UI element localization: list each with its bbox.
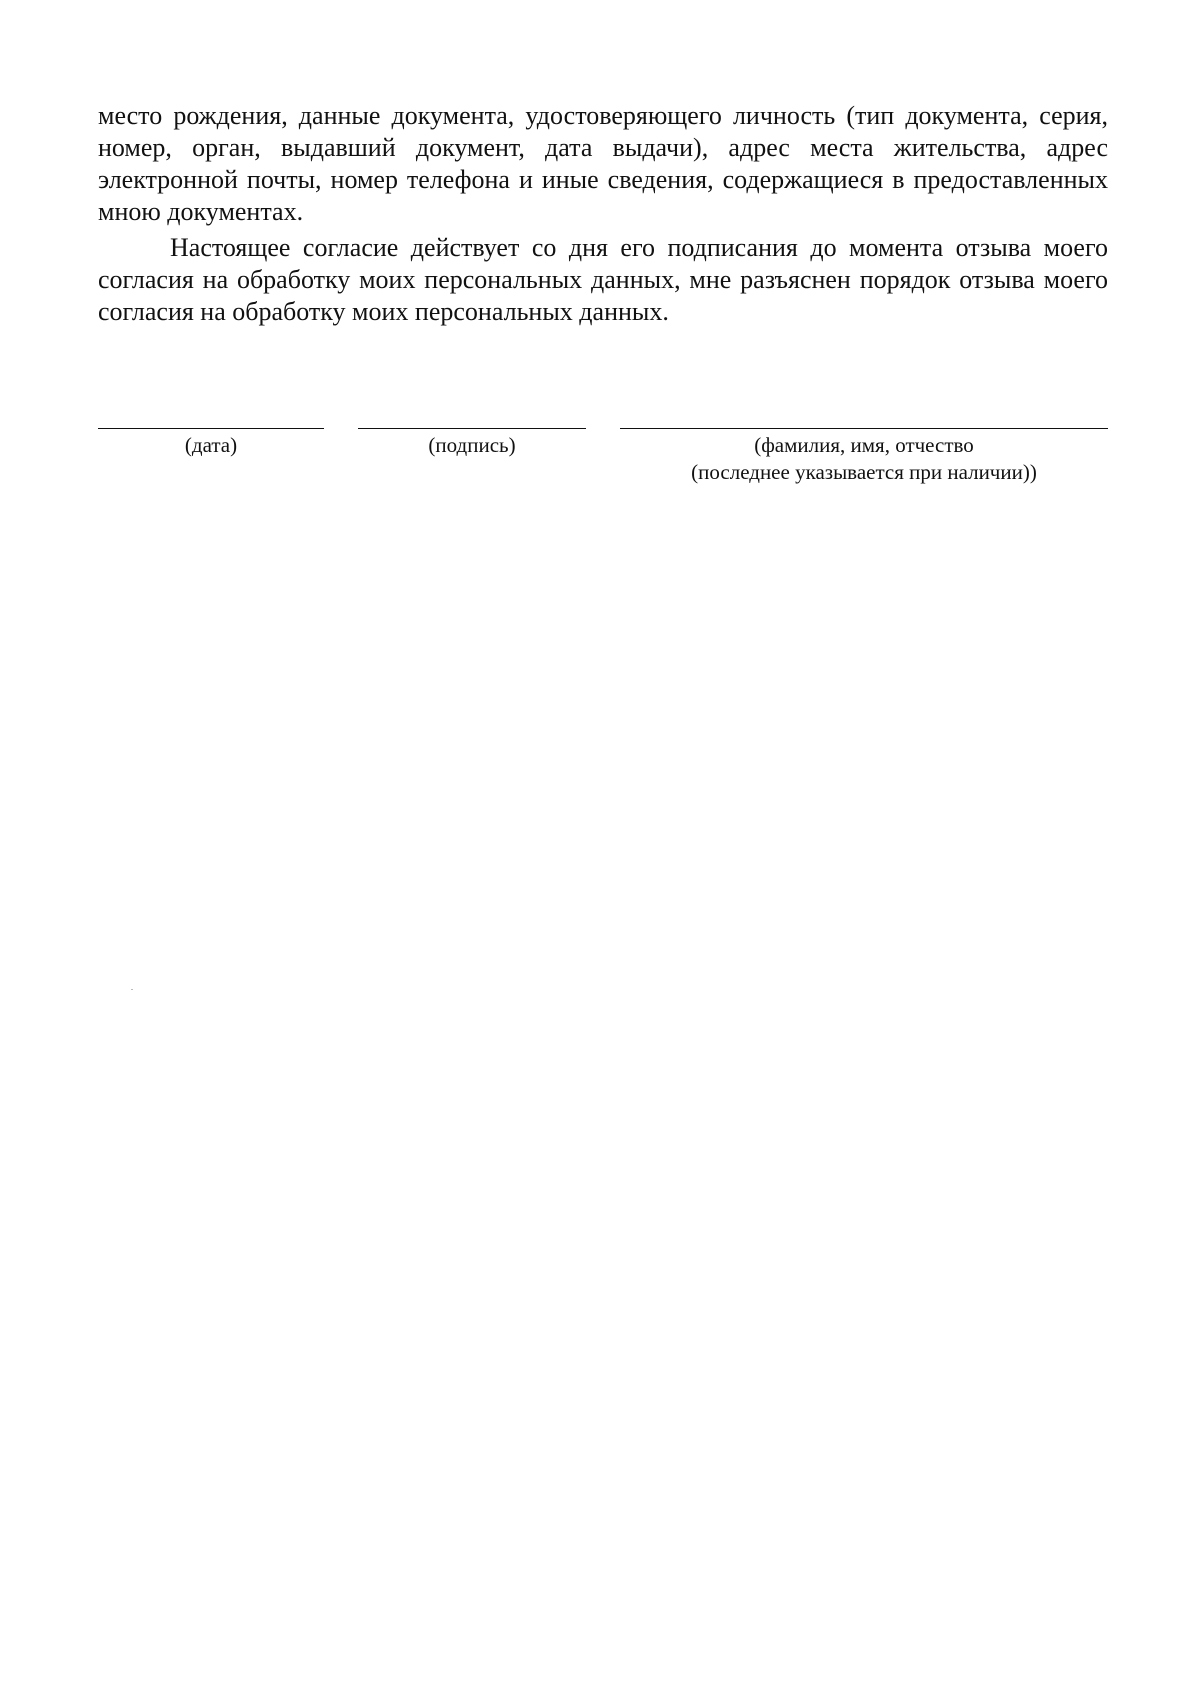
signature-underline xyxy=(358,428,586,429)
full-name-caption-line-2: (последнее указывается при наличии)) xyxy=(691,460,1037,484)
full-name-field xyxy=(620,428,1108,486)
date-field xyxy=(98,428,324,459)
signature-block xyxy=(98,428,1108,508)
scan-speck xyxy=(131,989,133,990)
date-caption: (дата) xyxy=(184,433,238,457)
full-name-underline xyxy=(620,428,1108,429)
paragraph-personal-data-list: место рождения, данные документа, удостоверяющего личность (тип документа, серия, номер, орган, выдавший документ, дата выдачи), адрес места жительства, адрес электронной почты, номер телефона и иные сведения, содержащиеся в предоставленных мною документах. xyxy=(98,101,1108,226)
full-name-caption-line-1: (фамилия, имя, отчество xyxy=(754,433,974,457)
signature-caption: (подпись) xyxy=(428,433,516,457)
signature-field xyxy=(358,428,586,459)
paragraph-consent-validity: Настоящее согласие действует со дня его подписания до момента отзыва моего согласия на обработку моих персональных данных, мне разъяснен порядок отзыва моего согласия на обработку моих персональных данных. xyxy=(98,233,1108,326)
consent-text xyxy=(98,100,1108,328)
date-underline xyxy=(98,428,324,429)
